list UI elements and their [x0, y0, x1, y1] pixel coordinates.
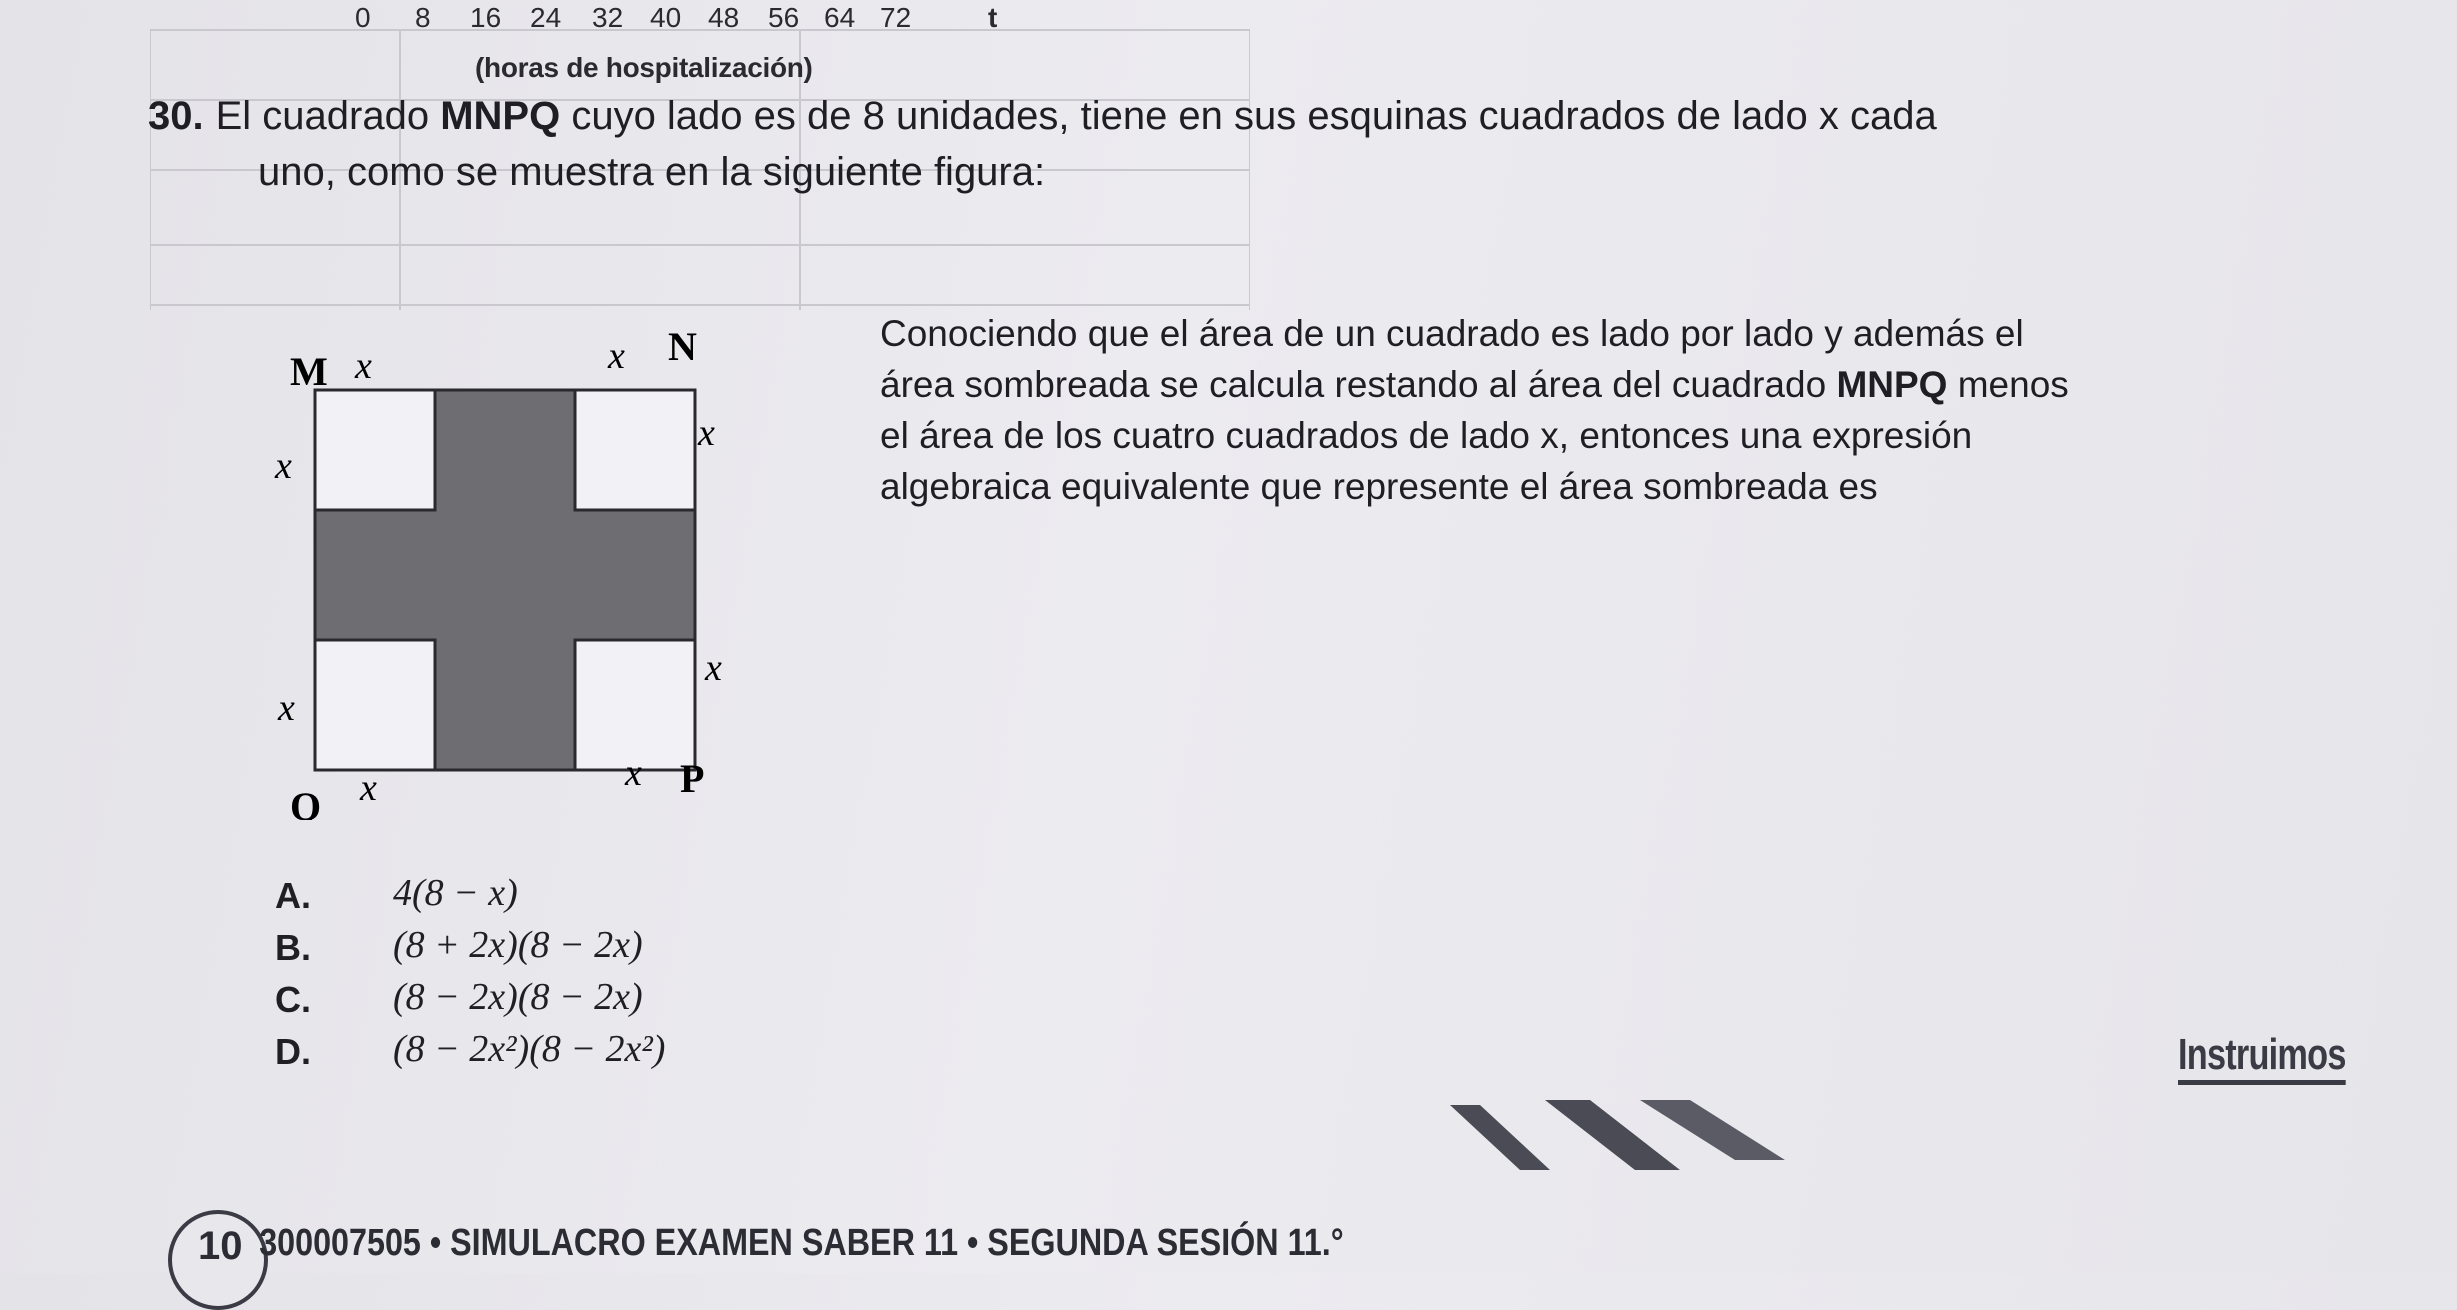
question-text-b: cuyo lado es de 8 unidades, tiene en sus esquinas cuadrados de lado x cada [560, 94, 1937, 138]
axis-tick: 0 [355, 2, 371, 33]
vertex-n: N [668, 330, 697, 369]
option-letter: D. [275, 1031, 311, 1072]
axis-tick: 72 [880, 2, 912, 33]
side-label-x: x [278, 687, 295, 729]
side-label-x: x [608, 335, 625, 377]
option-expression: (8 − 2x²)(8 − 2x²) [393, 1028, 666, 1070]
side-label-x: x [705, 647, 722, 689]
square-figure [250, 330, 770, 820]
explanation-line: el área de los cuatro cuadrados de lado x, entonces una expresión [880, 415, 1973, 456]
explanation-text [880, 308, 2270, 512]
question-number: 30. [148, 94, 204, 138]
vertex-p: P [680, 756, 705, 801]
option-letter: B. [275, 927, 311, 968]
axis-label: (horas de hospitalización) [475, 52, 813, 83]
vertex-q: Q [290, 784, 322, 820]
explanation-square-name: MNPQ [1836, 364, 1948, 405]
axis-variable: t [988, 2, 998, 33]
explanation-line [880, 359, 2270, 410]
decorative-stripes [1450, 1100, 1790, 1180]
axis-tick: 56 [768, 2, 800, 33]
explanation-line: Conociendo que el área de un cuadrado es lado por lado y además el [880, 313, 2024, 354]
corner-square-p [575, 640, 695, 770]
side-label-x: x [360, 767, 377, 809]
axis-tick: 8 [415, 2, 431, 33]
option-expression: 4(8 − x) [393, 872, 518, 914]
axis-tick: 24 [530, 2, 562, 33]
option-expression: (8 + 2x)(8 − 2x) [393, 924, 643, 966]
option-expression: (8 − 2x)(8 − 2x) [393, 976, 643, 1018]
axis-tick: 40 [650, 2, 682, 33]
square-name: MNPQ [440, 94, 561, 138]
axis-tick: 48 [708, 2, 740, 33]
question-text-line2: uno, como se muestra en la siguiente figura: [258, 150, 1046, 194]
footer-text [198, 1222, 1344, 1265]
explanation-line: algebraica equivalente que represente el área sombreada es [880, 466, 1878, 507]
question-text-a: El cuadrado [215, 94, 441, 138]
axis-tick: 32 [592, 2, 624, 33]
vertex-m: M [290, 349, 328, 394]
corner-square-q [315, 640, 435, 770]
option-letter: C. [275, 979, 311, 1020]
option-letter: A. [275, 875, 311, 916]
brand-logo: Instruimos [2178, 1030, 2346, 1085]
question-30 [148, 88, 2288, 200]
axis-tick: 64 [824, 2, 856, 33]
side-label-x: x [355, 345, 372, 387]
side-label-x: x [698, 412, 715, 454]
explanation-text-b: menos [1947, 364, 2069, 405]
axis-tick: 16 [470, 2, 502, 33]
explanation-text-a: área sombreada se calcula restando al área del cuadrado [880, 364, 1837, 405]
side-label-x: x [625, 752, 642, 794]
page-number: 10 [198, 1224, 243, 1268]
corner-square-m [315, 390, 435, 510]
side-label-x: x [275, 445, 292, 487]
footer-label: 300007505 • SIMULACRO EXAMEN SABER 11 • SEGUNDA SESIÓN 11.° [259, 1222, 1344, 1264]
corner-square-n [575, 390, 695, 510]
